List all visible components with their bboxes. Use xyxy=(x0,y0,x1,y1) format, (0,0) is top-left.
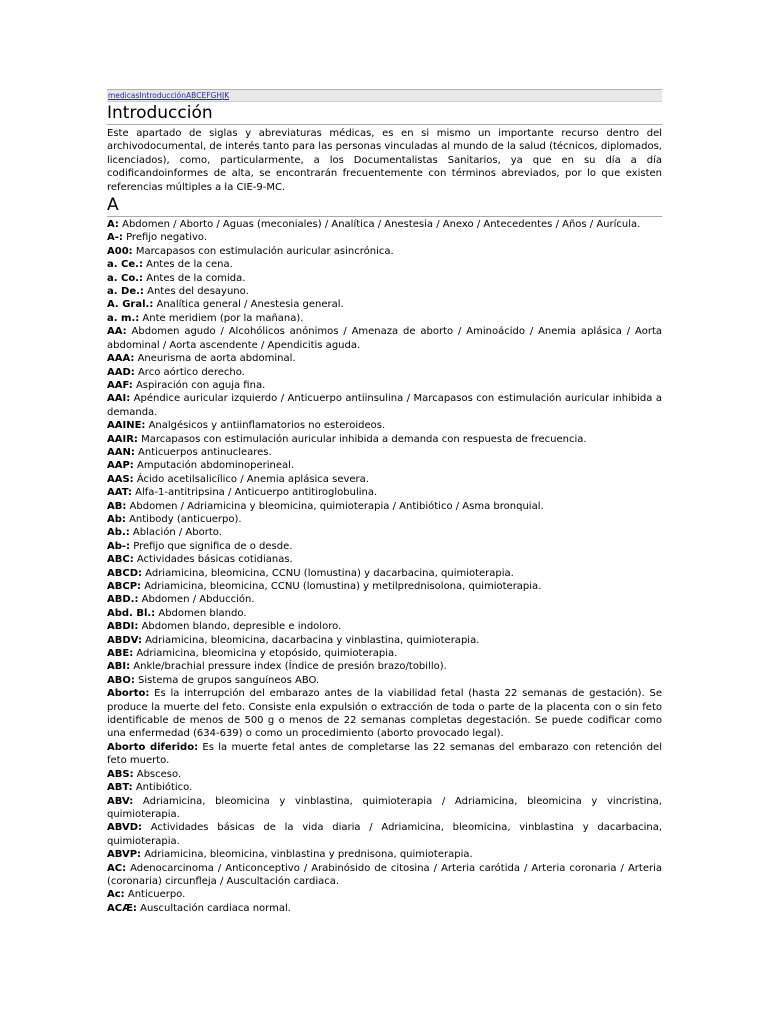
entry xyxy=(107,795,662,822)
entry xyxy=(107,741,662,768)
entry-term: ABDI: xyxy=(107,621,139,633)
section-heading: A xyxy=(107,196,662,217)
entry-definition: Abdomen / Aborto / Aguas (meconiales) / Analítica / Anestesia / Anexo / Antecedentes / Años / Aurícula. xyxy=(118,219,641,231)
nav-link[interactable]: medicas xyxy=(108,91,140,100)
entry-definition: Auscultación cardiaca normal. xyxy=(136,902,291,914)
entry-definition: Abdomen blando, depresible e indoloro. xyxy=(138,621,342,633)
nav-link[interactable]: C xyxy=(196,91,202,100)
entry-definition: Amputación abdominoperineal. xyxy=(133,460,295,472)
entry xyxy=(107,272,662,285)
entry-term: A00: xyxy=(107,245,133,257)
entry-term: AAINE: xyxy=(107,420,146,432)
entry-definition: Ankle/brachial pressure index (Índice de presión brazo/tobillo). xyxy=(130,661,447,673)
nav-link[interactable]: ucción xyxy=(161,91,187,100)
entry-definition: Antes del desayuno. xyxy=(143,286,249,298)
entry-definition: Anticuerpos antinucleares. xyxy=(134,446,272,458)
entry-definition: Sistema de grupos sanguíneos ABO. xyxy=(134,674,320,686)
entry xyxy=(107,647,662,660)
entry xyxy=(107,392,662,419)
entry xyxy=(107,366,662,379)
entry xyxy=(107,593,662,606)
entry-term: AA: xyxy=(107,326,127,338)
entry-term: A-: xyxy=(107,232,123,244)
entry-definition: Arco aórtico derecho. xyxy=(134,366,245,378)
entry-definition: Prefijo que significa de o desde. xyxy=(130,540,293,552)
entry xyxy=(107,245,662,258)
nav-link[interactable]: d xyxy=(156,91,162,100)
entry-term: ABD.: xyxy=(107,594,139,606)
entry xyxy=(107,821,662,848)
entry xyxy=(107,513,662,526)
entry-term: AAP: xyxy=(107,460,134,472)
entry-term: ABDV: xyxy=(107,634,142,646)
entry xyxy=(107,433,662,446)
page-title: Introducción xyxy=(107,103,662,125)
nav-link[interactable]: G xyxy=(210,91,217,100)
nav-link[interactable]: ntro xyxy=(141,91,157,100)
nav-link[interactable]: B xyxy=(191,91,197,100)
entry xyxy=(107,298,662,311)
entry-term: A. Gral.: xyxy=(107,299,154,311)
entry-definition: Apéndice auricular izquierdo / Anticuerpo antiinsulina / Marcapasos con estimulación auricular inhibida a demanda. xyxy=(107,393,662,418)
entry-definition: Ablación / Aborto. xyxy=(129,527,222,539)
entry xyxy=(107,540,662,553)
entry-definition: Aneurisma de aorta abdominal. xyxy=(134,353,296,365)
entry-term: Ab: xyxy=(107,513,126,525)
entry xyxy=(107,620,662,633)
entry-term: ABVD: xyxy=(107,822,142,834)
entry-term: ABI: xyxy=(107,661,131,673)
entry-definition: Marcapasos con estimulación auricular inhibida a demanda con respuesta de frecuencia. xyxy=(137,433,587,445)
entry-term: AAIR: xyxy=(107,433,138,445)
entry-list xyxy=(107,218,662,915)
entry-term: ABT: xyxy=(107,782,133,794)
entry-definition: Antes de la comida. xyxy=(143,272,246,284)
entry-term: ABCP: xyxy=(107,581,142,592)
entry xyxy=(107,902,662,915)
entry-term: ABS: xyxy=(107,768,134,780)
entry-definition: Alfa-1-antitripsina / Anticuerpo antitiroglobulina. xyxy=(131,487,378,499)
entry-definition: Adriamicina, bleomicina, CCNU (lomustina) y metilprednisolona, quimioterapia. xyxy=(141,581,542,592)
entry xyxy=(107,553,662,566)
entry-definition: Antibody (anticuerpo). xyxy=(125,513,242,525)
entry-term: AAF: xyxy=(107,379,133,391)
entry xyxy=(107,768,662,781)
entry xyxy=(107,459,662,472)
entry xyxy=(107,352,662,365)
entry-term: Aborto diferido: xyxy=(107,741,199,753)
entry-definition: Prefijo negativo. xyxy=(122,232,208,244)
entry-definition: Absceso. xyxy=(133,768,182,780)
entry-definition: Actividades básicas de la vida diaria / Adriamicina, bleomicina, vinblastina y dacarbacina, quimioterapia. xyxy=(107,822,662,847)
entry xyxy=(107,580,662,593)
entry xyxy=(107,419,662,432)
entry-definition: Es la muerte fetal antes de completarse las 22 semanas del embarazo con retención del feto muerto. xyxy=(107,741,662,767)
entry xyxy=(107,325,662,352)
entry xyxy=(107,781,662,794)
nav-link[interactable]: I xyxy=(139,91,142,100)
entry-term: AAA: xyxy=(107,353,135,365)
nav-breadcrumb xyxy=(107,89,662,102)
article xyxy=(107,89,662,915)
entry-term: a. Ce.: xyxy=(107,259,143,271)
entry xyxy=(107,862,662,889)
entry xyxy=(107,312,662,325)
entry-definition: Adriamicina, bleomicina y etopósido, quimioterapia. xyxy=(133,648,398,660)
entry xyxy=(107,231,662,244)
entry-term: Aborto: xyxy=(107,688,150,700)
entry xyxy=(107,634,662,647)
entry-term: ABCD: xyxy=(107,567,142,579)
entry xyxy=(107,567,662,580)
intro-paragraph: Este apartado de siglas y abreviaturas médicas, es en si mismo un importante recurso dentro del archivodocumental, de interés tanto para las personas vinculadas al mundo de la salud (técnicos, diplomados, licenciados), como, particularmente, a los Documentalistas Sanitarios, ya que en su día a día codificandoinformes de alta, se encontrarán frecuentemente con términos abreviados, por lo que existen referencias múltiples a la CIE-9-MC. xyxy=(107,128,662,193)
entry-definition: Marcapasos con estimulación auricular asincrónica. xyxy=(132,245,394,257)
entry-definition: Adriamicina, bleomicina, dacarbacina y vinblastina, quimioterapia. xyxy=(141,634,480,646)
entry-definition: Antibiótico. xyxy=(132,782,193,794)
entry-definition: Analítica general / Anestesia general. xyxy=(153,299,344,311)
nav-link[interactable]: F xyxy=(206,91,211,100)
entry-definition: Adenocarcinoma / Anticonceptivo / Arabinósido de citosina / Arteria carótida / Arteria coronaria / Arteria (coronaria) circunfleja / Auscultación cardiaca. xyxy=(107,862,662,887)
entry-definition: Abdomen / Abducción. xyxy=(138,594,255,606)
entry xyxy=(107,660,662,673)
entry-term: ACÆ: xyxy=(107,902,137,914)
entry-definition: Abdomen agudo / Alcohólicos anónimos / Amenaza de aborto / Aminoácido / Anemia aplásica / Aorta abdominal / Aorta ascendente / Apendicitis aguda. xyxy=(107,326,662,351)
entry-term: AAS: xyxy=(107,473,134,485)
entry-definition: Adriamicina, bleomicina, vinblastina y prednisona, quimioterapia. xyxy=(141,849,473,861)
nav-link[interactable]: J xyxy=(221,91,225,100)
entry xyxy=(107,446,662,459)
nav-link[interactable]: H xyxy=(216,91,222,100)
entry-term: AAT: xyxy=(107,487,132,499)
entry-definition: Adriamicina, bleomicina y vinblastina, quimioterapia / Adriamicina, bleomicina y vincristina, quimioterapia. xyxy=(107,795,662,820)
entry-definition: Antes de la cena. xyxy=(142,259,233,271)
entry-term: ABV: xyxy=(107,795,134,807)
entry xyxy=(107,218,662,231)
entry xyxy=(107,848,662,861)
entry-term: AAD: xyxy=(107,366,135,378)
entry-term: AAI: xyxy=(107,393,131,405)
entry xyxy=(107,687,662,741)
entry xyxy=(107,486,662,499)
nav-link[interactable]: K xyxy=(224,91,230,100)
entry-definition: Adriamicina, bleomicina, CCNU (lomustina) y dacarbacina, quimioterapia. xyxy=(142,567,514,579)
entry-term: ABE: xyxy=(107,648,134,660)
entry-term: a. Co.: xyxy=(107,272,144,284)
nav-link[interactable]: A xyxy=(186,91,192,100)
entry-term: Ab-: xyxy=(107,540,131,552)
entry xyxy=(107,888,662,901)
entry-definition: Aspiración con aguja fina. xyxy=(132,379,266,391)
entry xyxy=(107,526,662,539)
entry-term: ABC: xyxy=(107,554,134,566)
entry-definition: Es la interrupción del embarazo antes de la viabilidad fetal (hasta 22 semanas de gestación). Se produce la muerte del feto. Consiste enla expulsión o extracción de toda o parte de la placenta con o sin feto identificable de menos de 500 g o menos de 22 semanas completas degestación. Se puede codificar como una enfermedad (634-639) o como un procedimiento (aborto provocado legal). xyxy=(107,688,662,740)
entry xyxy=(107,379,662,392)
entry-term: ABO: xyxy=(107,674,135,686)
entry-definition: Abdomen / Adriamicina y bleomicina, quimioterapia / Antibiótico / Asma bronquial. xyxy=(126,500,544,512)
entry-term: A: xyxy=(107,219,119,231)
entry-term: Abd. Bl.: xyxy=(107,607,156,619)
entry-definition: Ante meridiem (por la mañana). xyxy=(139,312,304,324)
entry-term: Ab.: xyxy=(107,527,130,539)
entry xyxy=(107,607,662,620)
entry-definition: Anticuerpo. xyxy=(124,889,186,901)
entry-term: a. De.: xyxy=(107,286,144,298)
entry xyxy=(107,285,662,298)
entry xyxy=(107,258,662,271)
entry-definition: Ácido acetilsalicílico / Anemia aplásica severa. xyxy=(133,473,369,485)
entry xyxy=(107,500,662,513)
entry-term: AB: xyxy=(107,500,127,512)
entry xyxy=(107,473,662,486)
entry-definition: Actividades básicas cotidianas. xyxy=(133,554,293,566)
entry-term: AC: xyxy=(107,862,127,874)
entry-term: AAN: xyxy=(107,446,135,458)
entry-definition: Abdomen blando. xyxy=(155,607,247,619)
entry-definition: Analgésicos y antiinflamatorios no esteroideos. xyxy=(145,420,386,432)
entry-term: ABVP: xyxy=(107,849,142,861)
entry xyxy=(107,674,662,687)
entry-term: Ac: xyxy=(107,889,125,901)
nav-link[interactable]: E xyxy=(201,91,207,100)
entry-term: a. m.: xyxy=(107,312,140,324)
